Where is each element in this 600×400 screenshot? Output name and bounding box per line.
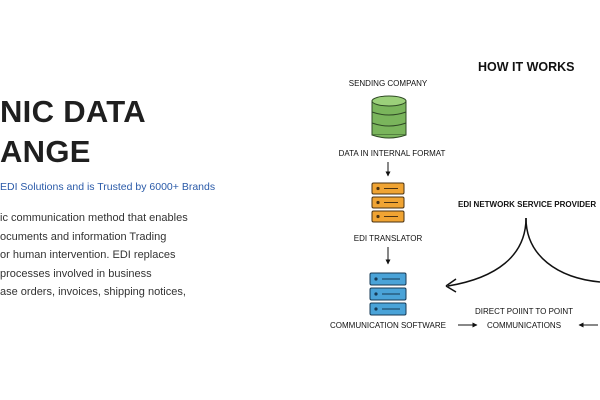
hero-title-line-2: ANGE <box>0 134 91 169</box>
communication-server-icon <box>370 273 406 315</box>
diagram-title: HOW IT WORKS <box>478 60 575 74</box>
direct-communication-label-line2: COMMUNICATIONS <box>486 321 562 330</box>
description-line: ocuments and information Trading <box>0 230 167 243</box>
network-curve-right <box>526 218 600 282</box>
edi-network-provider-label: EDI NETWORK SERVICE PROVIDER <box>458 200 597 209</box>
database-icon <box>372 96 406 138</box>
communication-software-label: COMMUNICATION SOFTWARE <box>330 321 446 330</box>
data-internal-format-label: DATA IN INTERNAL FORMAT <box>338 149 446 158</box>
description-line: ase orders, invoices, shipping notices, <box>0 286 186 298</box>
hero-title-line-1: NIC DATA <box>0 94 146 129</box>
description-line: processes involved in business <box>0 267 152 280</box>
description-line: ic communication method that enables <box>0 212 188 224</box>
sending-company-label: SENDING COMPANY <box>348 79 428 88</box>
hero-title <box>0 92 146 172</box>
hero-subtitle: EDI Solutions and is Trusted by 6000+ Brands <box>0 181 216 193</box>
network-curve-left <box>448 218 526 286</box>
hero-description <box>0 209 250 302</box>
edi-translator-label: EDI TRANSLATOR <box>353 234 423 243</box>
how-it-works-diagram <box>296 46 600 350</box>
description-line: or human intervention. EDI replaces <box>0 249 176 261</box>
direct-communication-label-line1: DIRECT POIINT TO POINT <box>474 307 574 316</box>
translator-server-icon <box>372 183 404 222</box>
diagram-canvas <box>296 46 600 350</box>
